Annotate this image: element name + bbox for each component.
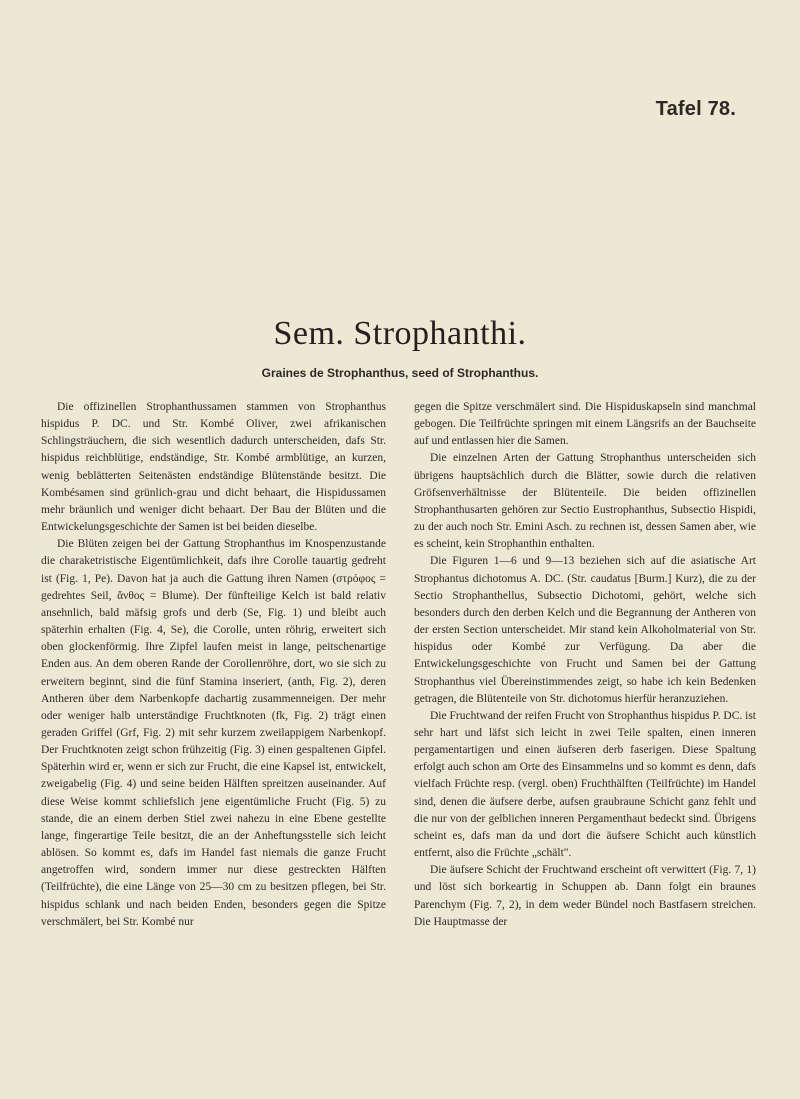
page-title: Sem. Strophanthi.: [273, 315, 527, 352]
paragraph: Die äufsere Schicht der Fruchtwand erscheint oft verwittert (Fig. 7, 1) und löst sich borkeartig in Schuppen ab. Dann folgt ein braunes Parenchym (Fig. 7, 2), in dem weder Bündel noch Bastfasern streichen. Die Hauptmasse der: [414, 864, 756, 928]
paragraph: Die Figuren 1—6 und 9—13 beziehen sich auf die asiatische Art Strophantus dichotomus A. DC. (Str. caudatus [Burm.] Kurz), die zu der Sectio Strophanthellus, Subsectio Dichotomi, gehört, welche sich besonders durch den derben Kelch und die Begrannung der Antheren von der ersten Section unterscheidet. Mir stand kein Alkoholmaterial von Str. hispidus oder Kombé zur Verfügung. Da aber die Entwickelungsgeschichte von Frucht und Samen bei der Gattung Strophanthus viel Übereinstimmendes zeigt, so habe ich kein Bedenken getragen, die Blütenteile von Str. dichotomus hierfür heranzuziehen.: [414, 555, 756, 705]
paragraph: Die Blüten zeigen bei der Gattung Strophanthus im Knospenzustande die charaketristische Eigentümlichkeit, dafs ihre Corolle tauartig gedreht ist (Fig. 1, Pe). Davon hat ja auch die Gattung ihren Namen (στρόφος = gedrehtes Seil, ἄνθος = Blume). Der fünfteilige Kelch ist bald relativ ansehnlich, bald mäfsig grofs und derb (Se, Fig. 1) und bleibt auch späterhin erhalten (Fig. 4, Se), die Corolle, unten röhrig, erweitert sich oben glockenförmig. Ihre Zipfel laufen meist in lange, peitschenartige Enden aus. An dem oberen Rande der Corollenröhre, dort, wo sie sich zu erweitern beginnt, sind die fünf Stamina inseriert, (anth, Fig. 2), deren Antheren über dem Narbenkopfe dachartig zusammenneigen. Der mehr oder weniger halb unterständige Fruchtknoten (fk, Fig. 2) trägt einen geraden Griffel (Grf, Fig. 2) mit sehr kurzem zweilappigem Narbenkopf. Der Fruchtknoten zeigt schon frühzeitig (Fig. 3) einen gespaltenen Gipfel. Späterhin wird er, wenn er sich zur Frucht, die eine Kapsel ist, entwickelt, zweigabelig (Fig. 4) und seine beiden Hälften spreitzen auseinander. Auf diese Weise kommt schliefslich jene eigentümliche Frucht (Fig. 5) zu stande, die an einem derben Stiel zwei nahezu in eine Ebene gestellte lange, fingerartige Teile besitzt, die an der Anheftungsstelle sich leicht ablösen. So kommt es, dafs im Handel fast niemals die ganze Frucht angetroffen wird, sondern immer nur diese gestreckten Hälften (Teilfrüchte), die eine Länge von 25—30 cm zu besitzen pflegen, bei Str. hispidus schlank und nach beiden Enden, besonders gegen die Spitze verschmälert, bei Str. Kombé nur: [41, 538, 386, 928]
page-subtitle: Graines de Strophanthus, seed of Strophanthus.: [261, 366, 539, 380]
paragraph: Die offizinellen Strophanthussamen stammen von Strophanthus hispidus P. DC. und Str. Kombé Oliver, zwei afrikanischen Schlingsträuchern, die sich wesentlich dadurch unterscheiden, dafs Str. hispidus reichblütige, endständige, Str. Kombé armblütige, an kurzen, wenig beblätterten Seitenästen endständige Blütenstände besitzt. Die Kombésamen sind grünlich-grau und dicht behaart, die Hispidussamen mehr bräunlich und weniger dicht behaart. Der Bau der Blüten und die Entwickelungsgeschichte der Samen ist bei beiden dieselbe.: [41, 401, 386, 534]
paragraph: gegen die Spitze verschmälert sind. Die Hispiduskapseln sind manchmal gebogen. Die Teilfrüchte springen mit einem Längsrifs an der Bauchseite auf und entlassen hier die Samen.: [414, 401, 756, 448]
paragraph: Die einzelnen Arten der Gattung Strophanthus unterscheiden sich übrigens hauptsächlich durch die Blätter, sowie durch die relativen Gröfsenverhältnisse der Blütenteile. Die beiden offizinellen Strophanthusarten gehören zur Sectio Eustrophanthus, Subsectio Hispidi, zu der auch noch Str. Emini Asch. zu rechnen ist, dessen Samen aber, wie es scheint, kein Strophanthin enthalten.: [414, 452, 756, 551]
left-text-column: [41, 399, 386, 931]
paragraph: Die Fruchtwand der reifen Frucht von Strophanthus hispidus P. DC. ist sehr hart und läfst sich leicht in zwei Teile spalten, einen inneren pergamentartigen und einen äufseren derb faserigen. Diese Spaltung erfolgt auch schon am Orte des Einsammelns und so kommt es denn, dafs vielfach Früchte resp. (vergl. oben) Fruchthälften (Teilfrüchte) im Handel sind, denen die äufsere derbe, aufsen graubraune Schicht ganz fehlt und die nur von der gelblichen inneren Pergamenthaut bedeckt sind. Übrigens scheint es, dafs man da und dort die äufsere Schicht auch künstlich entfernt, also die Früchte „schält".: [414, 709, 756, 860]
right-text-column: [414, 399, 756, 931]
plate-label: Tafel 78.: [655, 98, 736, 120]
